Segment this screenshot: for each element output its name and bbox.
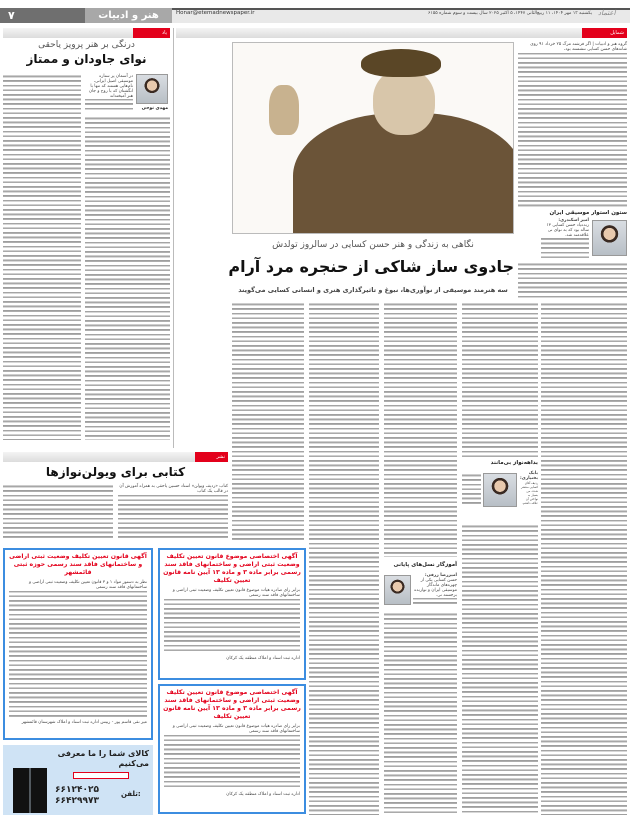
photo-beret [361,49,441,77]
photo-face [373,69,435,135]
right-section-bar [176,28,627,38]
section-text: حسن کسایی یکی از چهره‌های ماندگار موسیقی ایران و نوازنده برجسته نی. [414,578,457,598]
article-text [462,524,538,815]
section-heading: بداهه‌نواز بی‌مانند [490,460,538,466]
article-text [384,612,457,815]
ad-footer: اداره ثبت اسناد و املاک منطقه یک کرکان [160,654,304,663]
tag-yad: یاد [133,28,170,38]
section-email[interactable]: Honar@etemadnewspaper.ir [176,10,255,16]
ad-title: آگهی اختصاصی موضوع قانون تعیین تکلیف وضعیت ثبتی اراضی و ساختمانهای فاقد سند رسمی برابر ماده ۳ و ماده ۱۳ آیین نامه قانون تعیین تکلیف [163,689,301,720]
legal-ad [3,548,153,740]
amirreza-zarfi-photo [384,575,411,605]
promo-badge [73,772,129,779]
article-text [541,302,627,815]
article-text [3,484,113,538]
section-author: امیررضا زرفی: [413,573,457,578]
phone-2: ۶۶۴۲۹۹۷۳ [55,796,99,806]
hasan-kasaei-photo [232,42,514,234]
babak-bakhtiari-photo [483,473,517,507]
column-divider [173,28,174,448]
phone-label: تلفن: [121,790,141,798]
author-name: مهدی نوحی [141,106,168,111]
section-heading: آموزگار نسل‌های پایانی [393,562,457,568]
section-author: بابک بختیاری: [520,471,538,481]
left-article-title: نوای جاودان و ممتاز [26,52,147,66]
book-article-title: کتابی برای ویولن‌نوازها [45,465,186,479]
ad-footer: میر نقی قاسم پور - رییس اداره ثبت اسناد و املاک شهرستان قائمشهر [5,718,151,727]
author-photo [136,74,168,104]
book-article-lead: کتاب «ردیف ویولن» استاد حسین یاحقی به همراه آموزش آن در قالب یک کتاب [119,484,228,494]
ad-text: برابر رای صادره هیات موضوع قانون تعیین تکلیف وضعیت ثبتی اراضی و ساختمانهای فاقد سند رسمی [164,724,300,734]
article-text [462,302,538,457]
newspaper-logo: اعتماد [598,9,616,17]
ad-title: آگهی قانون تعیین تکلیف وضعیت ثبتی اراضی و ساختمانهای فاقد سند رسمی حوزه ثبتی قائمشهر [9,553,147,576]
amir-eskandari-photo [592,220,627,256]
article-text [413,573,457,607]
page-number: ۷ [0,8,85,23]
article-text [309,302,379,815]
main-headline: جادوی ساز شاکی از حنجره مرد آرام [228,257,514,276]
article-text [85,74,133,112]
phone-1: ۶۶۱۲۴۰۲۵ [55,785,99,795]
section-author-block [519,471,538,507]
main-lead: گروه هنر و ادبیات | اگر فرشته مرگ ۲۵ خرداد ۹۱ روی شانه‌های حسن کسایی ننشسته بود، [518,42,627,52]
article-text [518,262,627,298]
article-text [118,484,228,538]
article-text [462,473,481,507]
main-subtitle: سه هنرمند موسیقی از نوآوری‌ها، نبوغ و تاثیرگذاری هنری و انسانی کسایی می‌گویند [238,286,508,294]
businessmen-silhouette-icon [11,753,49,813]
section-text: زنده‌یاد حسن کسایی ۱۳ ساله بود که به نوای نی علاقه‌مند شد. [541,223,589,238]
article-lead: در آسمان پر ستاره موسیقی اصیل ایرانی، نام‌هایی هستند که تنها با انگشتان که با روح و جان هنر آمیخته‌اند [85,74,133,99]
promo-ad [3,745,153,815]
article-text [3,74,81,440]
ad-title: آگهی اختصاصی موضوع قانون تعیین تکلیف وضعیت ثبتی اراضی و ساختمانهای فاقد سند رسمی برابر ماده ۳ و ماده ۱۳ آیین نامه قانون تعیین تکلیف [163,553,301,584]
promo-title: کالای شما را ما معرفی می‌کنیم [57,749,149,768]
legal-ad [158,684,306,814]
tag-shamayel: شمایل [582,28,627,38]
article-text [232,302,304,542]
section-heading: ستون استوار موسیقی ایران [549,210,627,216]
section-title: هنر و ادبیات [85,8,172,23]
ad-footer: اداره ثبت اسناد و املاک منطقه یک کرکان [160,790,304,799]
article-text [384,302,457,557]
main-kicker: نگاهی به زندگی و هنر حسن کسایی در سالروز تولدش [272,240,474,250]
article-text [85,116,170,440]
tag-nashr: نشر [195,452,228,462]
photo-hand [269,85,299,135]
article-text [541,218,589,258]
legal-ad [158,548,306,680]
article-text [518,42,627,208]
section-text: ردیف آقای کسایی منتشر شده، من بسیار به نواختن آن علاقه داشتم. [520,481,538,505]
promo-phones [55,785,99,807]
date-line: یکشنبه ۱۳ مهر ۱۴۰۴، ۱۱ ربیع‌الثانی ۱۴۴۷، ۵ اکتبر ۲۰۲۵ سال بیست و سوم شماره ۶۱۵۵ [428,11,592,16]
ad-text: برابر رای صادره هیات موضوع قانون تعیین تکلیف وضعیت ثبتی اراضی و ساختمانهای فاقد سند رسمی [164,588,300,598]
left-article-kicker: درنگی بر هنر پرویز یاحقی [38,40,135,50]
section-author: امیر اسکندری: [541,218,589,223]
ad-text: نظر به دستور مواد ۱ و ۳ قانون تعیین تکلیف وضعیت ثبتی اراضی و ساختمانهای فاقد سند رسمی [9,580,147,590]
